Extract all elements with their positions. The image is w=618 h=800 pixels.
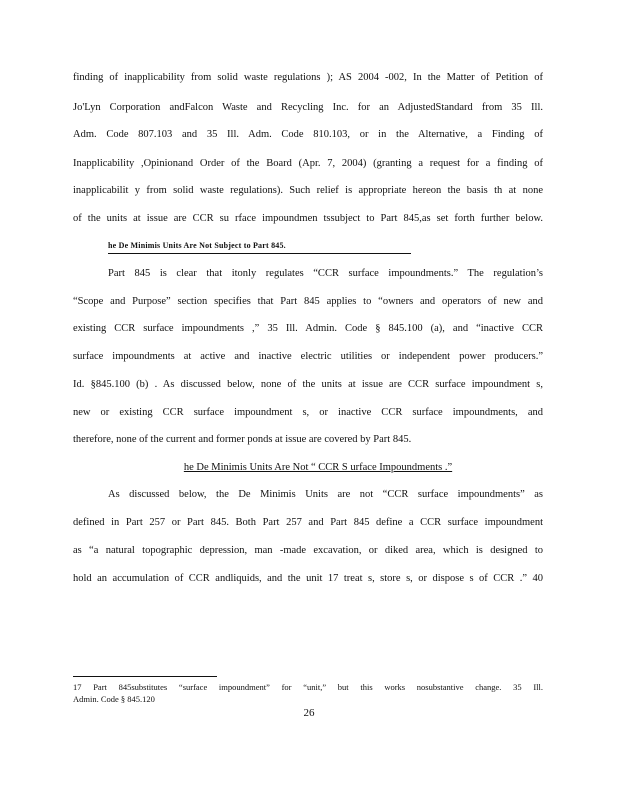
para-2-line-5: Id. §845.100 (b) . As discussed below, none of the units at issue are CCR surface impoundment s,	[73, 379, 543, 390]
body-line-4: Inapplicability ,Opinionand Order of the Board (Apr. 7, 2004) (granting a request for a finding of	[73, 158, 543, 169]
body-line-1: finding of inapplicability from solid waste regulations ); AS 2004 -002, In the Matter of Petition of	[73, 72, 543, 83]
para-3-line-2: defined in Part 257 or Part 845. Both Part 257 and Part 845 define a CCR surface impoundment	[73, 517, 543, 528]
para-3-line-3: as “a natural topographic depression, man -made excavation, or diked area, which is designed to	[73, 545, 543, 556]
body-line-6: of the units at issue are CCR su rface impoundmen tssubject to Part 845,as set forth further below.	[73, 213, 543, 224]
page-number: 26	[303, 707, 315, 719]
footnote-line-2: Admin. Code § 845.120	[73, 694, 155, 704]
para-2-line-2: “Scope and Purpose” section specifies that Part 845 applies to “owners and operators of new and	[73, 296, 543, 307]
body-line-2: Jo'Lyn Corporation andFalcon Waste and Recycling Inc. for an AdjustedStandard from 35 Ill.	[73, 102, 543, 113]
para-3-line-1: As discussed below, the De Minimis Units are not “CCR surface impoundments” as	[108, 489, 543, 500]
para-2-line-7: therefore, none of the current and former ponds at issue are covered by Part 845.	[73, 434, 412, 445]
para-2-line-4: surface impoundments at active and inactive electric utilities or independent power producers.”	[73, 351, 543, 362]
body-line-3: Adm. Code 807.103 and 35 Ill. Adm. Code 810.103, or in the Alternative, a Finding of	[73, 129, 543, 140]
para-3-line-4: hold an accumulation of CCR andliquids, and the unit 17 treat s, store s, or dispose s of CCR .” 40	[73, 573, 543, 584]
footnote-line-1: 17 Part 845substitutes “surface impoundment” for “unit,” but this works nosubstantive change. 35 Ill.	[73, 682, 543, 692]
para-2-line-1: Part 845 is clear that itonly regulates “CCR surface impoundments.” The regulation’s	[108, 268, 543, 279]
footnote-divider	[73, 676, 217, 677]
para-2-line-6: new or existing CCR surface impoundment s, or inactive CCR surface impoundments, and	[73, 407, 543, 418]
section-heading-1: he De Minimis Units Are Not Subject to Part 845.	[108, 239, 411, 254]
section-heading-2: he De Minimis Units Are Not “ CCR S urface Impoundments .”	[183, 462, 453, 473]
body-line-5: inapplicabilit y from solid waste regulations). Such relief is appropriate hereon the basis th at none	[73, 185, 543, 196]
para-2-line-3: existing CCR surface impoundments ,” 35 Ill. Admin. Code § 845.100 (a), and “inactive CCR	[73, 323, 543, 334]
